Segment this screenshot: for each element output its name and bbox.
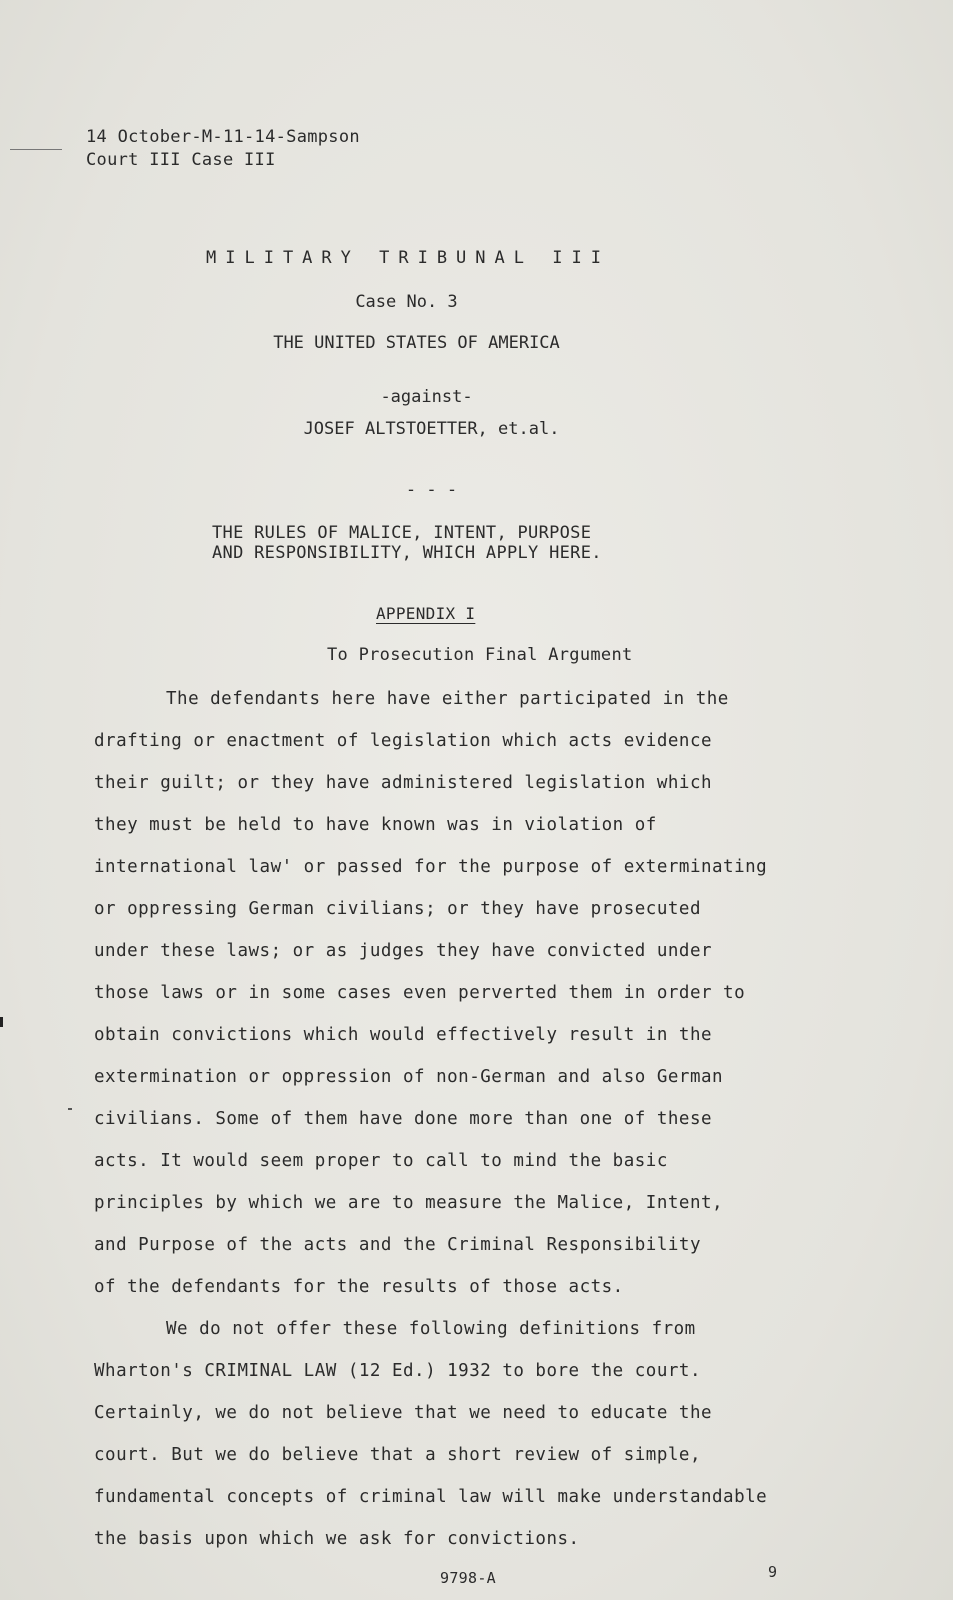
separator: - - - bbox=[405, 480, 458, 500]
tribunal-title: MILITARY TRIBUNAL III bbox=[206, 248, 610, 268]
case-number: Case No. 3 bbox=[355, 292, 458, 312]
header-line-1: 14 October-M-11-14-Sampson bbox=[86, 127, 360, 147]
paragraph-1-line: under these laws; or as judges they have convicted under bbox=[94, 941, 713, 961]
appendix-label: APPENDIX I bbox=[376, 604, 476, 623]
paragraph-1-line: and Purpose of the acts and the Criminal Responsibility bbox=[94, 1235, 701, 1255]
paragraph-1-line: those laws or in some cases even perverted them in order to bbox=[94, 983, 746, 1003]
paragraph-1-line: civilians. Some of them have done more than one of these bbox=[94, 1109, 713, 1129]
paragraph-2-line: fundamental concepts of criminal law will make understandable bbox=[94, 1487, 768, 1507]
plaintiff: THE UNITED STATES OF AMERICA bbox=[273, 333, 560, 353]
paragraph-2-line: Certainly, we do not believe that we need to educate the bbox=[94, 1403, 713, 1423]
left-margin-mark bbox=[0, 1017, 3, 1027]
paragraph-1-line: acts. It would seem proper to call to mind the basic bbox=[94, 1151, 668, 1171]
paragraph-2-line: We do not offer these following definitions from bbox=[166, 1319, 696, 1339]
paragraph-1-line: extermination or oppression of non-German and also German bbox=[94, 1067, 724, 1087]
paragraph-2-line: the basis upon which we ask for convictions. bbox=[94, 1529, 580, 1549]
paragraph-1-line: or oppressing German civilians; or they have prosecuted bbox=[94, 899, 701, 919]
document-number: 9798-A bbox=[440, 1569, 496, 1587]
paragraph-1-line: they must be held to have known was in violation of bbox=[94, 815, 657, 835]
header-line-2: Court III Case III bbox=[86, 150, 276, 170]
paragraph-1-line: principles by which we are to measure the Malice, Intent, bbox=[94, 1193, 724, 1213]
subject-line-2: AND RESPONSIBILITY, WHICH APPLY HERE. bbox=[212, 543, 602, 563]
against: -against- bbox=[380, 387, 473, 407]
paragraph-1-line: The defendants here have either participated in the bbox=[166, 689, 729, 709]
subject-line-1: THE RULES OF MALICE, INTENT, PURPOSE bbox=[212, 523, 592, 543]
margin-dash bbox=[10, 149, 62, 150]
appendix-subtitle: To Prosecution Final Argument bbox=[327, 645, 633, 665]
paragraph-2-line: Wharton's CRIMINAL LAW (12 Ed.) 1932 to bore the court. bbox=[94, 1361, 701, 1381]
paragraph-2-line: court. But we do believe that a short review of simple, bbox=[94, 1445, 701, 1465]
paragraph-1-line: obtain convictions which would effectively result in the bbox=[94, 1025, 713, 1045]
page-number: 9 bbox=[768, 1563, 778, 1581]
defendant: JOSEF ALTSTOETTER, et.al. bbox=[303, 419, 560, 439]
paragraph-1-line: of the defendants for the results of those acts. bbox=[94, 1277, 624, 1297]
left-margin-tick bbox=[68, 1108, 72, 1110]
paragraph-1-line: international law' or passed for the purpose of exterminating bbox=[94, 857, 768, 877]
paragraph-1-line: their guilt; or they have administered legislation which bbox=[94, 773, 713, 793]
paragraph-1-line: drafting or enactment of legislation which acts evidence bbox=[94, 731, 713, 751]
